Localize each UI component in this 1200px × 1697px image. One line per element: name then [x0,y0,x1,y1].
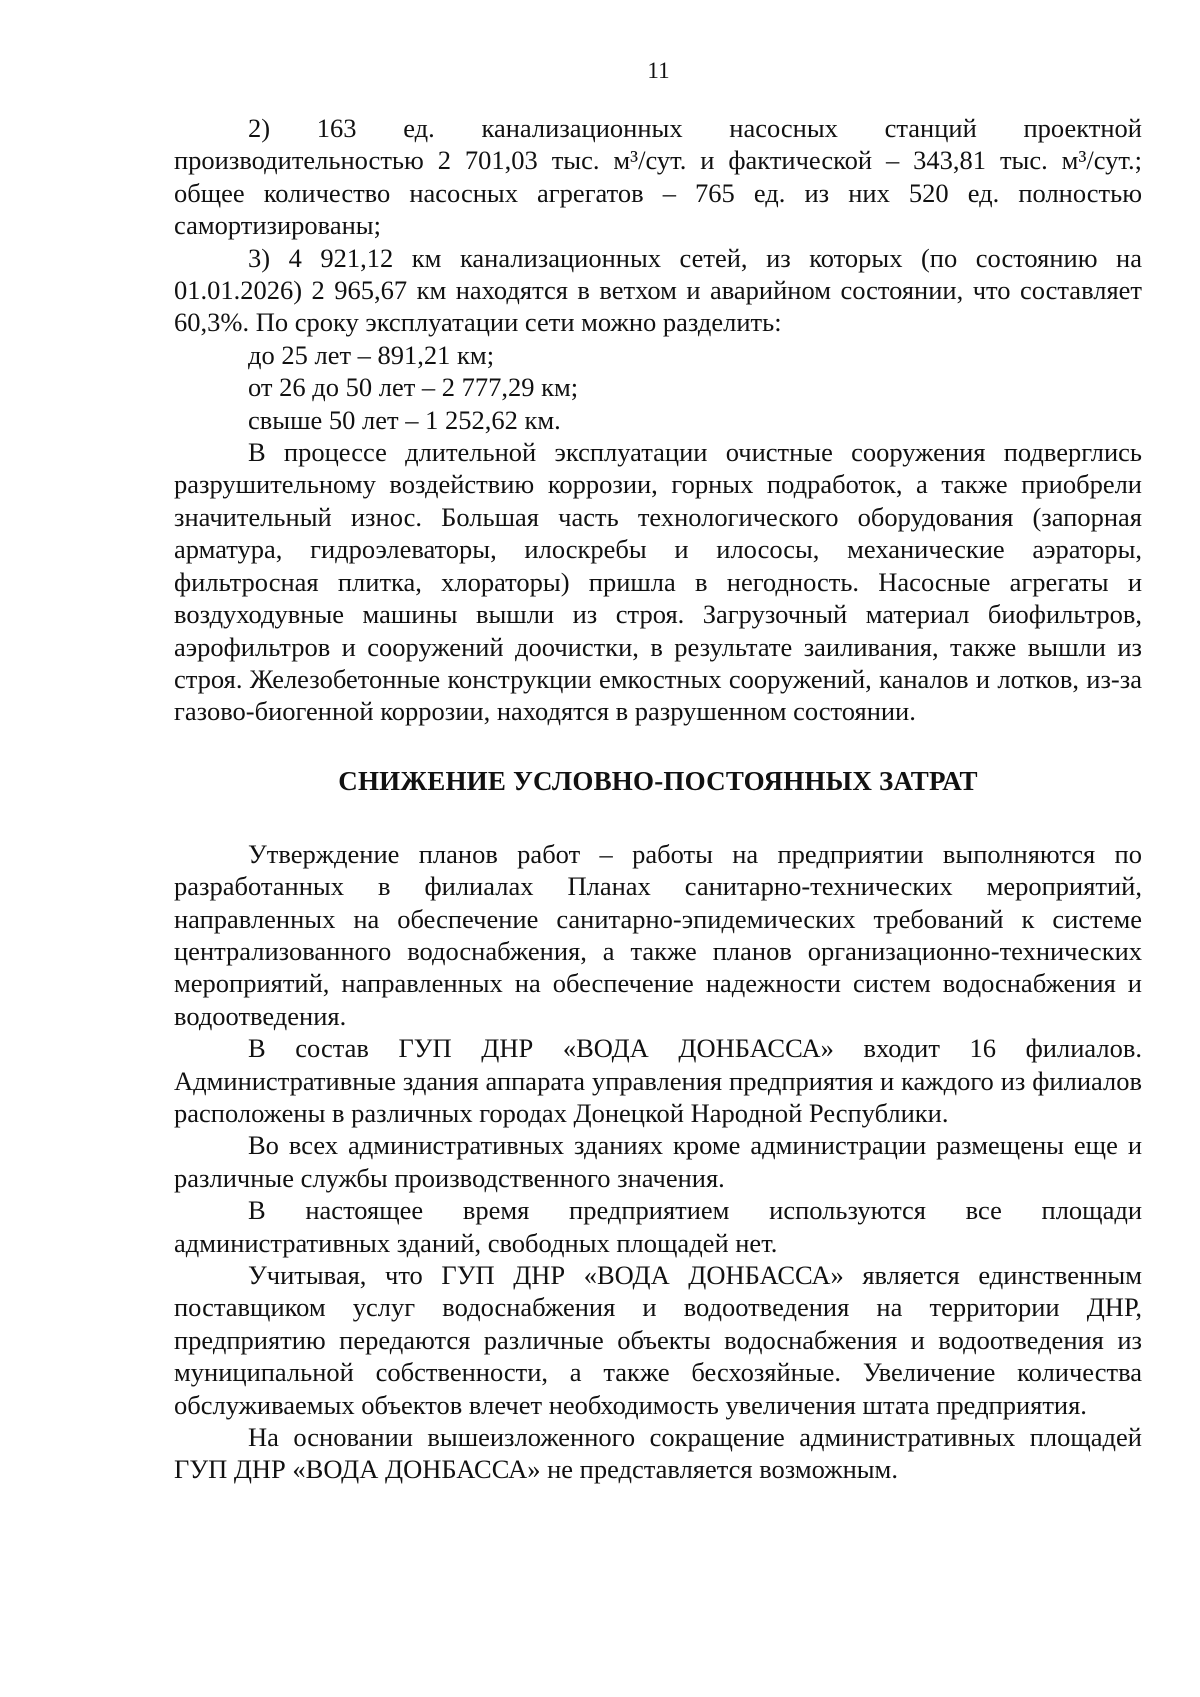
network-age-line: свыше 50 лет – 1 252,62 км. [248,404,561,435]
section-heading: СНИЖЕНИЕ УСЛОВНО-ПОСТОЯННЫХ ЗАТРАТ [338,765,978,796]
paragraph-conclusion: На основании вышеизложенного сокращение административных площадей ГУП ДНР «ВОДА ДОНБАССА» не представляется возможным. [174,1422,1142,1485]
paragraph-equipment-wear: В процессе длительной эксплуатации очистные сооружения подверглись разрушительному воздействию коррозии, горных подработок, а также приобрели значительный износ. Большая часть технологического оборудования (запорная арматура, гидроэлеваторы, илоскребы и илососы, механические аэраторы, фильтросная плитка, хлораторы) пришла в негодность. Насосные агрегаты и воздуходувные машины вышли из строя. Загрузочный материал биофильтров, аэрофильтров и сооружений доочистки, в результате заиливания, также вышли из строя. Железобетонные конструкции емкостных сооружений, каналов и лотков, из-за газово-биогенной коррозии, находятся в разрушенном состоянии. [174,437,1142,727]
network-age-line: от 26 до 50 лет – 2 777,29 км; [248,372,579,403]
paragraph-sole-supplier: Учитывая, что ГУП ДНР «ВОДА ДОНБАССА» является единственным поставщиком услуг водоснабжения и водоотведения на территории ДНР, предприятию передаются различные объекты водоснабжения и водоотведения из муниципальной собственности, а также бесхозяйные. Увеличение количества обслуживаемых объектов влечет необходимость увеличения штата предприятия. [174,1260,1142,1420]
paragraph-services: Во всех административных зданиях кроме администрации размещены еще и различные службы производственного значения. [174,1130,1142,1193]
page-number: 11 [647,58,670,83]
network-age-line: до 25 лет – 891,21 км; [248,339,495,370]
paragraph-space-usage: В настоящее время предприятием используются все площади административных зданий, свободных площадей нет. [174,1195,1142,1258]
paragraph-pump-stations: 2) 163 ед. канализационных насосных станций проектной производительностью 2 701,03 тыс. м³/сут. и фактической – 343,81 тыс. м³/сут.; общее количество насосных агрегатов – 765 ед. из них 520 ед. полностью самортизированы; [174,113,1142,241]
document-body [174,112,1142,1486]
paragraph-branches: В состав ГУП ДНР «ВОДА ДОНБАССА» входит 16 филиалов. Административные здания аппарата управления предприятия и каждого из филиалов расположены в различных городах Донецкой Народной Республики. [174,1033,1142,1128]
paragraph-work-plans: Утверждение планов работ – работы на предприятии выполняются по разработанных в филиалах Планах санитарно-технических мероприятий, направленных на обеспечение санитарно-эпидемических требований к системе централизованного водоснабжения, а также планов организационно-технических мероприятий, направленных на обеспечение надежности систем водоснабжения и водоотведения. [174,838,1142,1031]
paragraph-sewer-networks: 3) 4 921,12 км канализационных сетей, из которых (по состоянию на 01.01.2026) 2 965,67 км находятся в ветхом и аварийном состоянии, что составляет 60,3%. По сроку эксплуатации сети можно разделить: [174,242,1142,338]
